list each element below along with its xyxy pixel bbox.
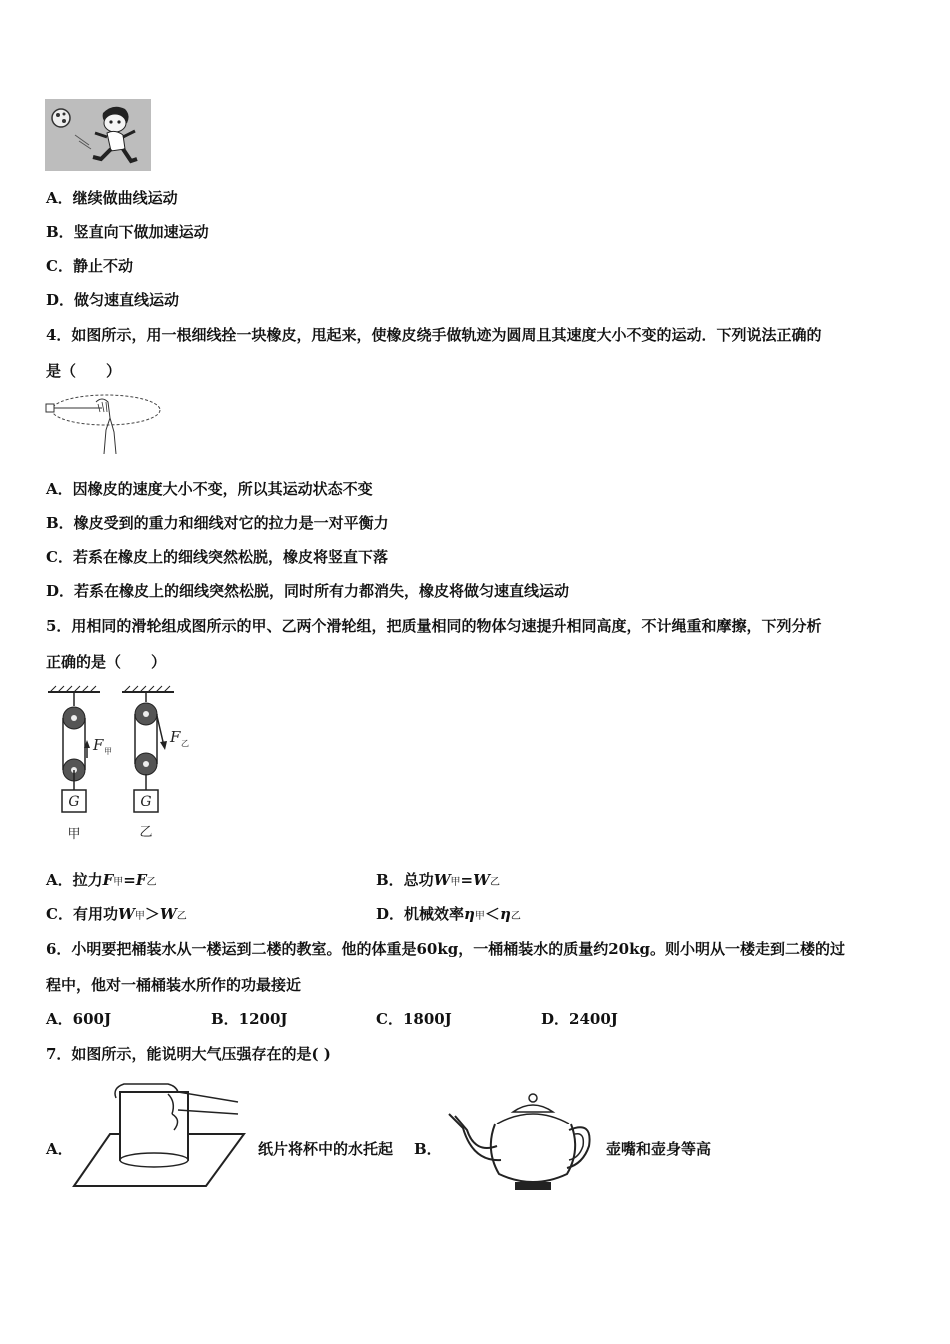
eraser-circular-motion-illustration	[44, 388, 162, 456]
q5-stem-line2: 正确的是（ ）	[46, 653, 167, 671]
pulley-systems-illustration	[40, 684, 200, 844]
pulley-left-weight-label: G	[68, 794, 80, 810]
q7-option-b-label: B．	[414, 1140, 442, 1158]
q4-stem-line2: 是（ ）	[46, 362, 122, 380]
pulley-right-weight-label: G	[140, 794, 152, 810]
pulley-left-force-sub: 甲	[104, 747, 112, 756]
q6-option-d: D．2400J	[541, 1010, 618, 1028]
q6-option-c: C．1800J	[376, 1010, 452, 1028]
q6-stem-line2: 程中，他对一桶桶装水所作的功最接近	[46, 976, 302, 994]
q5-stem-line1: 5．用相同的滑轮组成图所示的甲、乙两个滑轮组，把质量相同的物体匀速提升相同高度，不计绳重和摩擦，下列分析	[46, 617, 822, 635]
q3-option-a: A．继续做曲线运动	[46, 189, 178, 207]
q7-option-a-label: A．	[46, 1140, 73, 1158]
q5-option-b: B．总功W甲=W乙	[376, 871, 500, 889]
q4-option-b: B．橡皮受到的重力和细线对它的拉力是一对平衡力	[46, 514, 389, 532]
q6-option-a: A．600J	[46, 1010, 112, 1028]
q3-option-d: D．做匀速直线运动	[46, 291, 180, 309]
kicking-mascot-illustration	[45, 99, 151, 171]
teapot-illustration	[445, 1090, 595, 1195]
q6-option-b: B．1200J	[211, 1010, 288, 1028]
q7-option-a-text: 纸片将杯中的水托起	[258, 1140, 394, 1158]
pulley-left-force-label: F	[93, 736, 104, 754]
pulley-right-force-label: F	[170, 728, 181, 746]
pulley-right-label: 乙	[139, 825, 153, 840]
pulley-left-label: 甲	[67, 827, 81, 842]
q7-stem: 7．如图所示，能说明大气压强存在的是( )	[46, 1045, 331, 1063]
q3-option-b: B．竖直向下做加速运动	[46, 223, 209, 241]
q5-option-a: A．拉力F甲=F乙	[46, 871, 157, 889]
q5-option-d: D．机械效率η甲＜η乙	[376, 905, 521, 923]
pulley-right-force-sub: 乙	[181, 739, 189, 748]
q4-option-d: D．若系在橡皮上的细线突然松脱，同时所有力都消失，橡皮将做匀速直线运动	[46, 582, 570, 600]
q4-option-a: A．因橡皮的速度大小不变，所以其运动状态不变	[46, 480, 373, 498]
q3-option-c: C．静止不动	[46, 257, 133, 275]
paper-holds-water-illustration	[72, 1080, 248, 1192]
q6-stem-line1: 6．小明要把桶装水从一楼运到二楼的教室。他的体重是60kg，一桶桶装水的质量约20kg。则小明从一楼走到二楼的过	[46, 940, 845, 958]
q4-stem-line1: 4．如图所示，用一根细线拴一块橡皮，甩起来，使橡皮绕手做轨迹为圆周且其速度大小不变的运动．下列说法正确的	[46, 326, 822, 344]
q7-option-b-text: 壶嘴和壶身等高	[606, 1140, 712, 1158]
q5-option-c: C．有用功W甲＞W乙	[46, 905, 187, 923]
q4-option-c: C．若系在橡皮上的细线突然松脱，橡皮将竖直下落	[46, 548, 388, 566]
